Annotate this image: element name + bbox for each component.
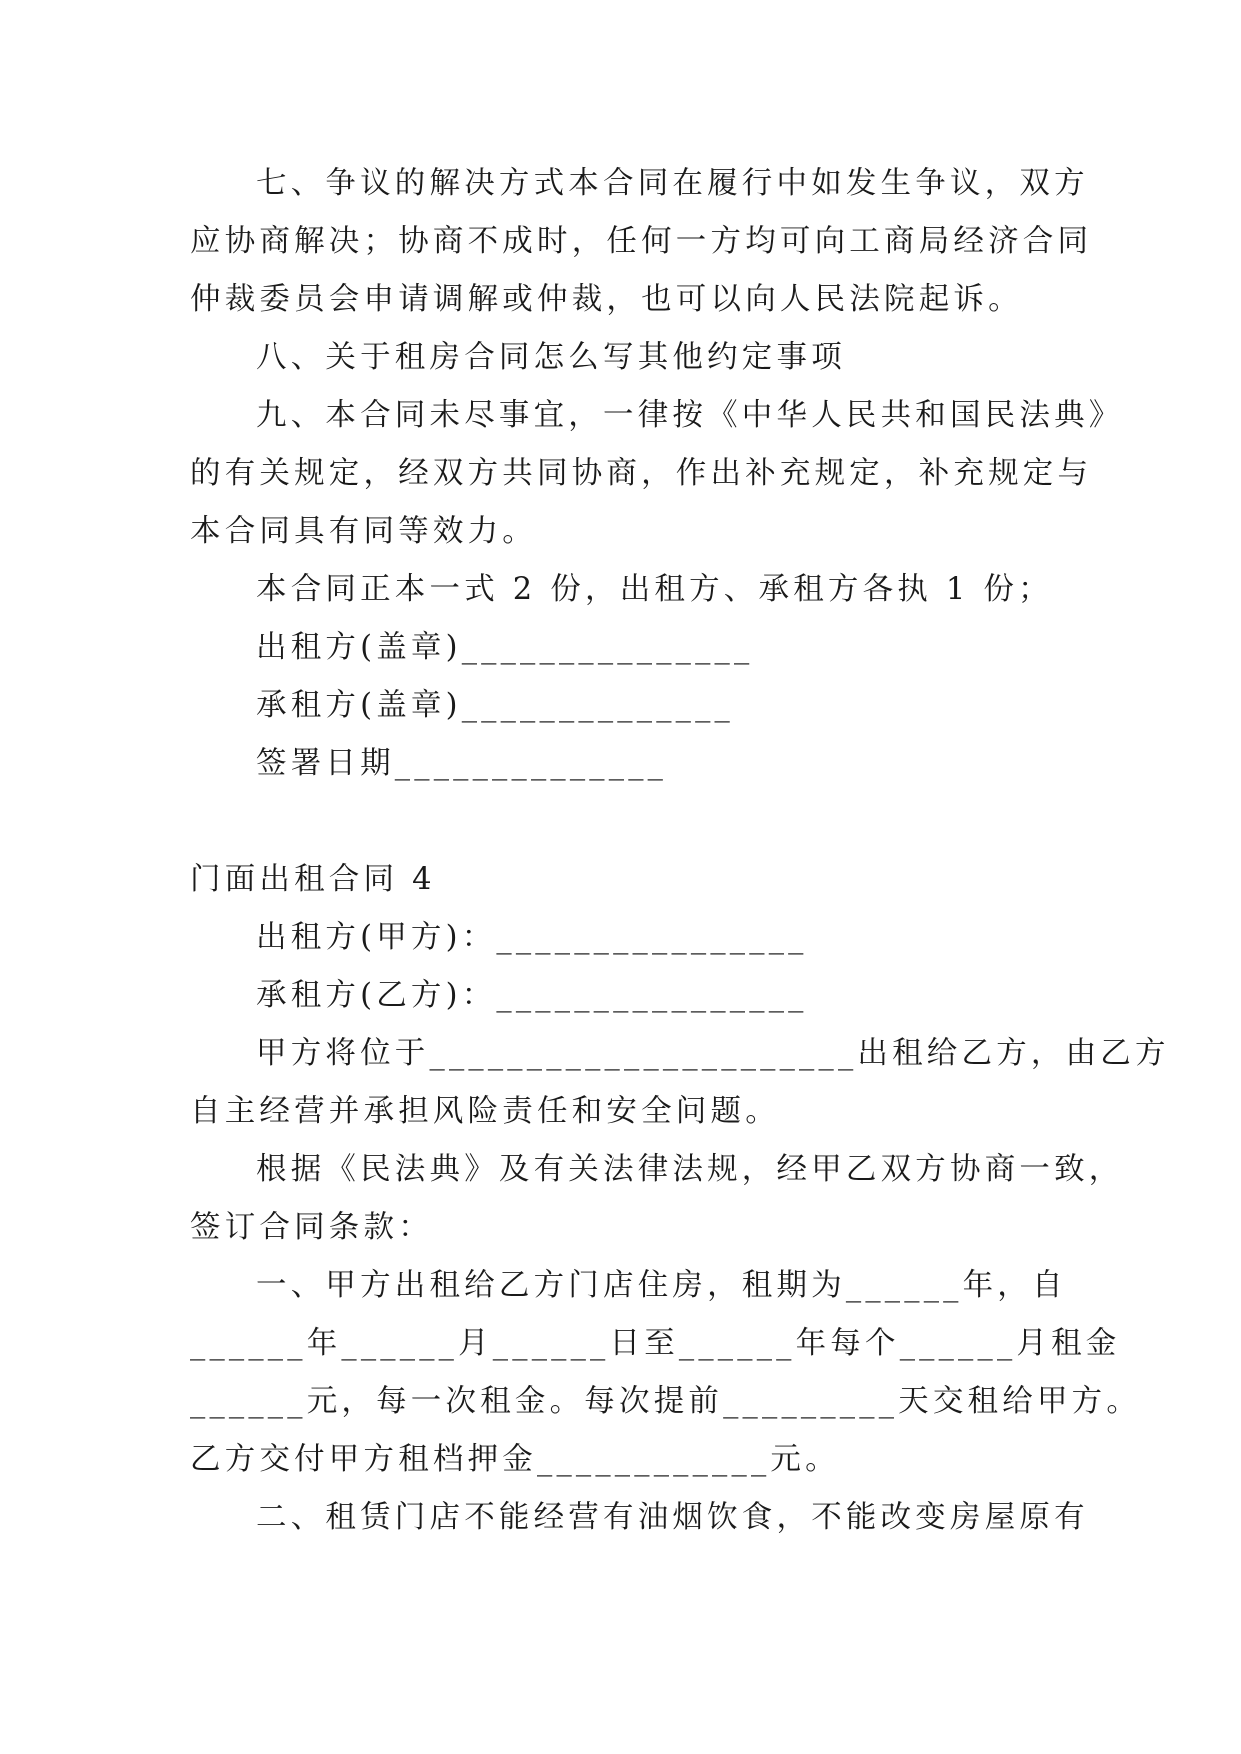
premises-line-1: 甲方将位于______________________出租给乙方，由乙方 bbox=[256, 1036, 1170, 1071]
clause-9-line-1: 九、本合同未尽事宜，一律按《中华人民共和国民法典》 bbox=[256, 398, 1124, 433]
lessor-seal-line: 出租方(盖章)_______________ bbox=[256, 630, 754, 665]
basis-line-1: 根据《民法典》及有关法律法规，经甲乙双方协商一致， bbox=[256, 1152, 1124, 1187]
copies-statement: 本合同正本一式 2 份，出租方、承租方各执 1 份； bbox=[256, 572, 1053, 607]
party-a-line: 出租方(甲方)：________________ bbox=[256, 920, 808, 955]
term-1-line-4: 乙方交付甲方租档押金____________元。 bbox=[190, 1442, 840, 1477]
term-1-line-2: ______年______月______日至______年每个______月租金 bbox=[190, 1326, 1121, 1361]
term-1-line-3: ______元，每一次租金。每次提前_________天交租给甲方。 bbox=[190, 1384, 1142, 1419]
party-b-line: 承租方(乙方)：________________ bbox=[256, 978, 808, 1013]
premises-line-2: 自主经营并承担风险责任和安全问题。 bbox=[190, 1094, 780, 1129]
clause-9-line-2: 的有关规定，经双方共同协商，作出补充规定，补充规定与 bbox=[190, 456, 1093, 491]
term-1-line-1: 一、甲方出租给乙方门店住房，租期为______年，自 bbox=[256, 1268, 1067, 1303]
clause-7-line-1: 七、争议的解决方式本合同在履行中如发生争议，双方 bbox=[256, 166, 1089, 201]
clause-7-line-3: 仲裁委员会申请调解或仲裁，也可以向人民法院起诉。 bbox=[190, 282, 1023, 317]
lessee-seal-line: 承租方(盖章)______________ bbox=[256, 688, 734, 723]
clause-8: 八、关于租房合同怎么写其他约定事项 bbox=[256, 340, 846, 375]
clause-7-line-2: 应协商解决；协商不成时，任何一方均可向工商局经济合同 bbox=[190, 224, 1093, 259]
term-2-line-1: 二、租赁门店不能经营有油烟饮食，不能改变房屋原有 bbox=[256, 1500, 1089, 1535]
basis-line-2: 签订合同条款： bbox=[190, 1210, 433, 1245]
contract-4-title: 门面出租合同 4 bbox=[190, 862, 436, 897]
signing-date-line: 签署日期______________ bbox=[256, 746, 668, 781]
clause-9-line-3: 本合同具有同等效力。 bbox=[190, 514, 537, 549]
